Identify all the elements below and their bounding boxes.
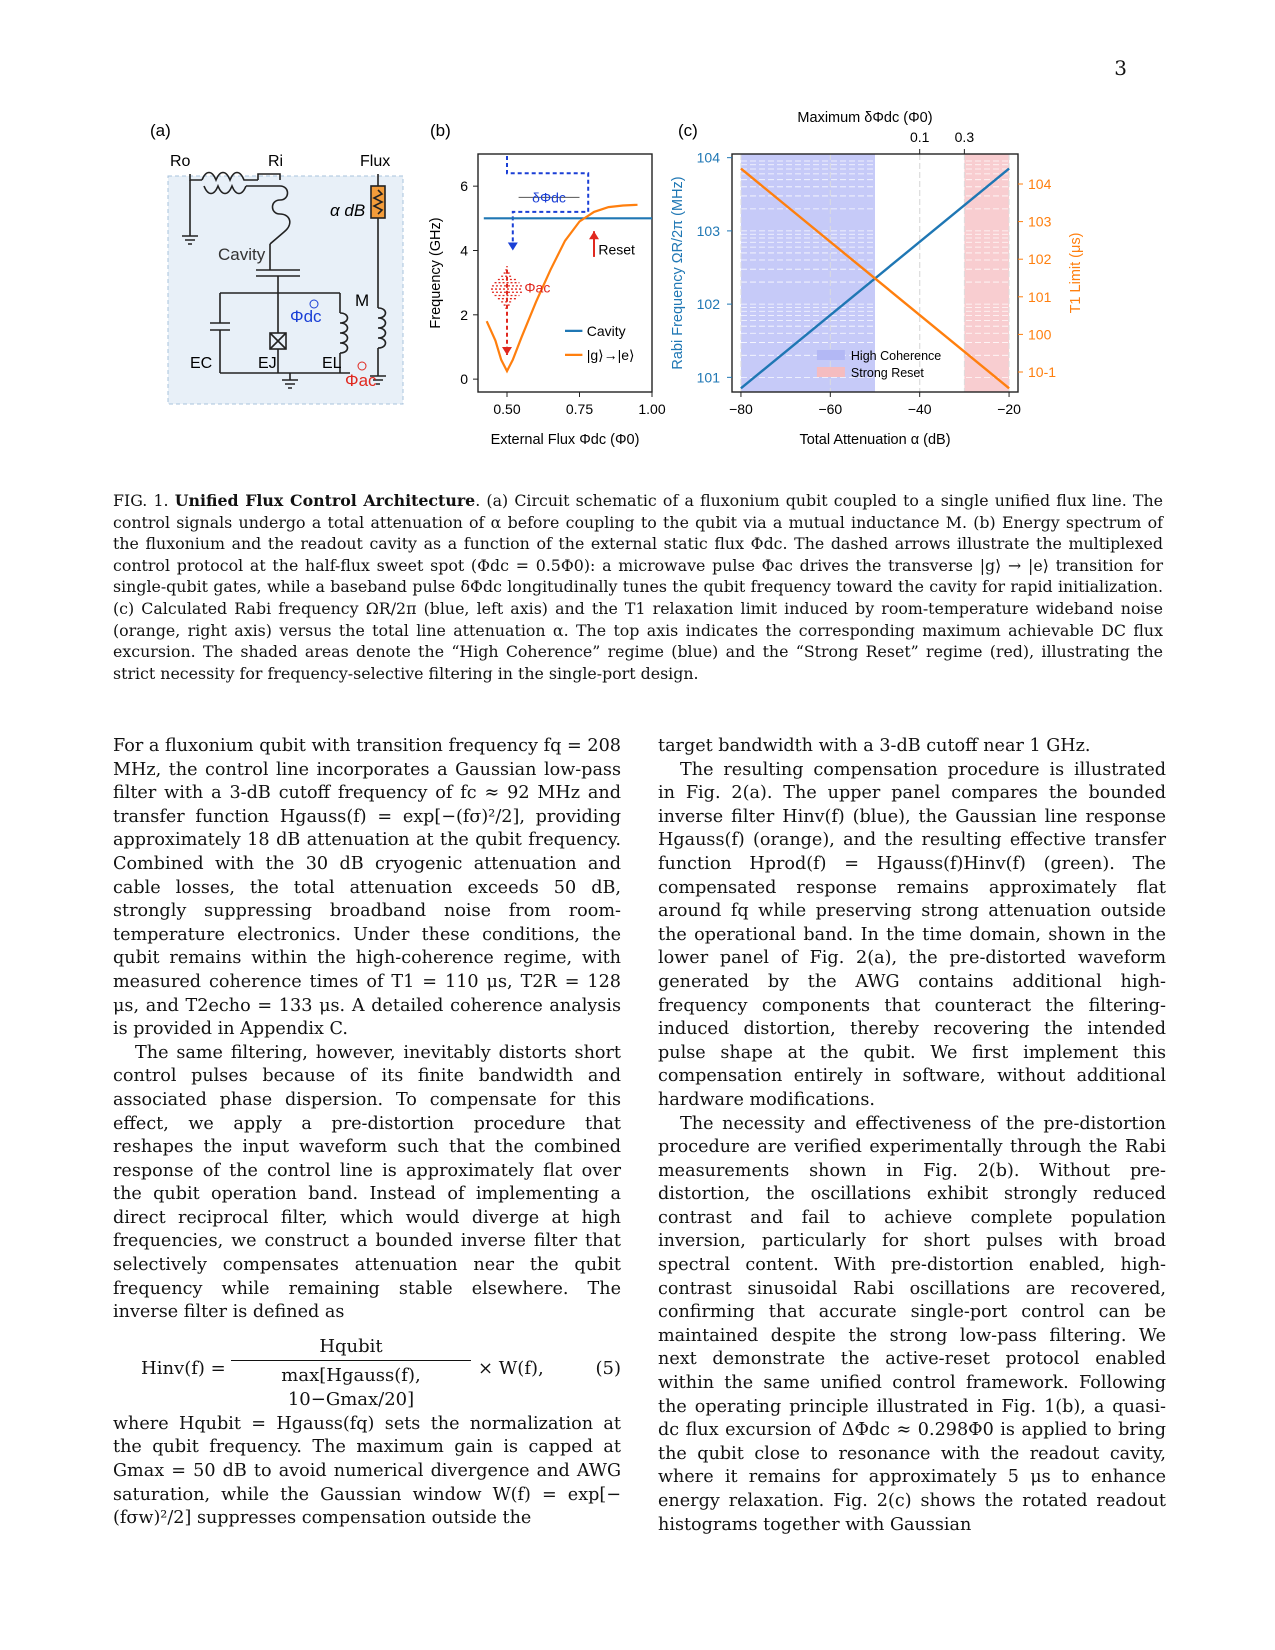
y-tick-label: 0 (460, 371, 468, 388)
legend-swatch (817, 350, 845, 360)
reset-label: Reset (598, 241, 635, 258)
x-axis-label: External Flux Φdc (Φ0) (490, 432, 640, 448)
eq-number: (5) (595, 1357, 621, 1379)
body-right-column (658, 735, 1166, 1537)
y-right-tick-label: 100 (1028, 326, 1052, 343)
x-tick-label: −40 (907, 401, 932, 417)
label-m: M (355, 291, 370, 310)
caption-title: Unified Flux Control Architecture (174, 491, 476, 510)
chart-c (670, 110, 1084, 448)
y-right-tick-label: 10-1 (1028, 364, 1057, 380)
figure-1 (150, 108, 1130, 468)
paragraph: For a fluxonium qubit with transition frequency fq = 208 MHz, the control line incorporates a Gaussian low-pass filter with a 3-dB cutoff frequency of fc ≈ 92 MHz and transfer function Hgauss(f) = exp[−(fσ)²/2], providing approximately 18 dB attenuation at the qubit frequency. Combined with the 30 dB cryogenic attenuation and cable losses, the total attenuation exceeds 50 dB, strongly suppressing broadband noise from room-temperature electronics. Under these conditions, the qubit remains within the high-coherence regime, with measured coherence times of T1 = 110 μs, T2R = 128 μs, and T2echo = 133 μs. A detailed coherence analysis is provided in Appendix C. (113, 736, 621, 1040)
y-right-tick-label: 103 (1028, 213, 1052, 230)
paragraph: where Hqubit = Hgauss(fq) sets the normalization at the qubit frequency. The maximum gain is capped at Gmax = 50 dB to avoid numerical divergence and AWG saturation, while the Gaussian window W(f) = exp[−(fσw)²/2] suppresses compensation outside the (113, 1413, 621, 1529)
y-axis-label: Frequency (GHz) (428, 217, 444, 329)
paragraph: The necessity and effectiveness of the pre-distortion procedure are verified experimentally through the Rabi measurements shown in Fig. 2(b). Without pre-distortion, the oscillations exhibit strongly reduced contrast and fail to achieve complete population inversion, particularly for short pulses with broad spectral content. With pre-distortion enabled, high-contrast sinusoidal Rabi oscillations are recovered, confirming that accurate single-port control can be maintained despite the strong low-pass filtering. We next demonstrate the active-reset protocol enabled within the same unified control framework. Following the operating principle illustrated in Fig. 1(b), a quasi-dc flux excursion of ΔΦdc ≈ 0.298Φ0 is applied to bring the qubit close to resonance with the readout cavity, where it remains for approximately 5 μs to enhance energy relaxation. Fig. 2(c) shows the rotated readout histograms together with Gaussian (658, 1113, 1166, 1535)
reset-arrow-head (589, 231, 599, 239)
paragraph: The resulting compensation procedure is illustrated in Fig. 2(a). The upper panel compares the bounded inverse filter Hinv(f) (blue), the Gaussian line response Hgauss(f) (orange), and the resulting effective transfer function Hprod(f) = Hgauss(f)Hinv(f) (green). The compensated response remains approximately flat around fq while preserving strong attenuation outside the operational band. In the time domain, shown in the lower panel of Fig. 2(a), the pre-distorted waveform generated by the AWG contains additional high-frequency components that counteract the filtering-induced distortion, thereby recovering the intended pulse shape at the qubit. We first implement this compensation entirely in software, without additional hardware modifications. (658, 759, 1166, 1110)
eq-denominator: max[Hgauss(f), 10−Gmax/20] (281, 1365, 421, 1411)
top-tick-label: 0.1 (909, 129, 930, 145)
label-phi-ac: Φac (345, 371, 377, 390)
x-tick-label: 0.75 (565, 401, 594, 417)
x-tick-label: −80 (729, 401, 753, 417)
y-left-tick-label: 103 (696, 222, 720, 239)
eq-rhs: × W(f), (478, 1357, 544, 1379)
page-number: 3 (1114, 56, 1127, 80)
label-ro: Ro (170, 153, 191, 170)
legend-label: Strong Reset (850, 366, 924, 380)
y-tick-label: 6 (460, 178, 468, 195)
delta-phi-arrow-head (508, 242, 518, 250)
y-left-tick-label: 101 (696, 369, 720, 386)
x-tick-label: 1.00 (638, 401, 666, 417)
figure-caption (113, 490, 1163, 684)
eq-numerator: Hqubit (231, 1335, 471, 1362)
label-ej: EJ (258, 355, 277, 372)
x-tick-label: −60 (818, 401, 843, 417)
label-el: EL (322, 355, 342, 372)
caption-label: FIG. 1. (113, 491, 169, 510)
top-axis-label: Maximum δΦdc (Φ0) (797, 110, 933, 126)
label-phi-dc: Φdc (290, 307, 322, 326)
panel-b-label: (b) (430, 121, 451, 140)
label-attenuation: α dB (330, 201, 366, 220)
label-ec: EC (190, 355, 213, 372)
y-right-axis-label: T1 Limit (μs) (1068, 232, 1084, 314)
eq-fraction (231, 1335, 471, 1412)
label-ri: Ri (268, 153, 284, 170)
y-left-tick-label: 104 (696, 149, 720, 166)
phi-ac-label: Φac (524, 279, 551, 296)
y-right-tick-label: 101 (1028, 288, 1052, 305)
y-right-tick-label: 102 (1028, 251, 1052, 268)
y-left-tick-label: 102 (696, 296, 720, 313)
caption-text: . (a) Circuit schematic of a fluxonium qubit coupled to a single unified flux line. The control signals undergo a total attenuation of α before coupling to the qubit via a mutual inductance M. (b) Energy spectrum of the fluxonium and the readout cavity as a function of the external static flux Φdc. The dashed arrows illustrate the multiplexed control protocol at the half-flux sweet spot (Φdc = 0.5Φ0): a microwave pulse Φac drives the transverse |g⟩ → |e⟩ transition for single-qubit gates, while a baseband pulse δΦdc longitudinally tunes the qubit frequency toward the cavity for rapid initialization. (c) Calculated Rabi frequency ΩR/2π (blue, left axis) and the T1 relaxation limit induced by room-temperature wideband noise (orange, right axis) versus the total line attenuation α. The top axis indicates the corresponding maximum achievable DC flux excursion. The shaded areas denote the “High Coherence” regime (blue) and the “Strong Reset” regime (red), illustrating the strict necessity for frequency-selective filtering in the single-port design. (113, 491, 1163, 683)
body-left-column (113, 735, 621, 1531)
eq-lhs: Hinv(f) = (141, 1357, 226, 1379)
top-tick-label: 0.3 (954, 129, 975, 145)
phi-ac-arrow-head (502, 347, 512, 355)
legend-label: Cavity (586, 322, 626, 339)
x-axis-label: Total Attenuation α (dB) (799, 432, 951, 448)
panel-a-label: (a) (150, 121, 171, 140)
x-tick-label: 0.50 (493, 401, 521, 417)
legend-label: High Coherence (850, 349, 942, 363)
chart-b (428, 154, 666, 448)
legend-swatch (817, 367, 845, 377)
y-right-tick-label: 104 (1028, 176, 1052, 192)
label-cavity: Cavity (218, 245, 266, 264)
delta-phi-label: δΦdc (532, 189, 566, 206)
panel-c-label: (c) (678, 121, 698, 140)
y-tick-label: 2 (460, 306, 468, 323)
y-left-axis-label: Rabi Frequency ΩR/2π (MHz) (670, 176, 686, 370)
equation-5 (113, 1335, 621, 1411)
label-flux: Flux (360, 153, 391, 170)
paragraph: target bandwidth with a 3-dB cutoff near 1 GHz. (658, 736, 1091, 756)
y-tick-label: 4 (460, 242, 468, 259)
x-tick-label: −20 (997, 401, 1021, 417)
figure-svg (150, 108, 1130, 468)
paragraph: The same filtering, however, inevitably distorts short control pulses because of its finite bandwidth and associated phase dispersion. To compensate for this effect, we apply a pre-distortion procedure that reshapes the input waveform such that the combined response of the control line is approximately flat over the qubit operation band. Instead of implementing a direct reciprocal filter, which would diverge at high frequencies, we construct a bounded inverse filter that selectively compensates attenuation near the qubit frequency while remaining stable elsewhere. The inverse filter is defined as (113, 1042, 621, 1323)
legend-label: |g⟩→|e⟩ (586, 346, 635, 363)
